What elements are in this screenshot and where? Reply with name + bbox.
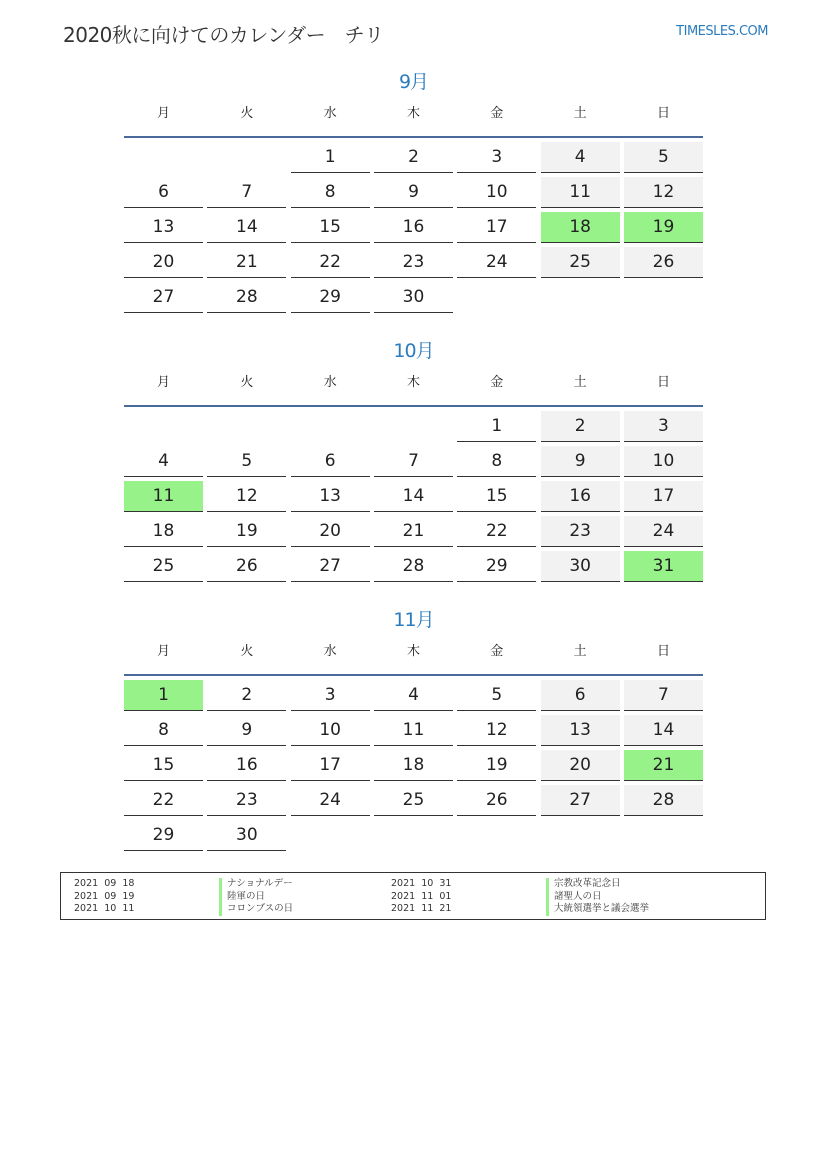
day-cell[interactable]: 30 <box>207 820 286 851</box>
weekday-label: 木 <box>406 375 420 390</box>
day-grid <box>124 680 703 851</box>
weekday-header <box>124 373 703 407</box>
day-cell[interactable]: 6 <box>124 177 203 208</box>
holiday-date: 2021 10 31 <box>391 878 452 889</box>
day-cell[interactable]: 9 <box>374 177 453 208</box>
holiday-name: 宗教改革記念日 <box>546 878 649 891</box>
weekday-header <box>124 642 703 676</box>
holiday-list <box>60 872 766 920</box>
holiday-name: 陸軍の日 <box>219 891 293 904</box>
day-cell[interactable]: 28 <box>207 282 286 313</box>
day-cell[interactable]: 29 <box>291 282 370 313</box>
day-cell[interactable]: 10 <box>624 446 703 477</box>
weekday-label: 日 <box>656 106 670 121</box>
holiday-day-cell[interactable]: 18 <box>541 212 620 243</box>
weekday-label: 土 <box>573 106 587 121</box>
day-cell[interactable]: 19 <box>457 750 536 781</box>
site-link[interactable]: TIMESLES.COM <box>676 24 768 39</box>
day-cell[interactable]: 23 <box>374 247 453 278</box>
day-cell[interactable]: 29 <box>457 551 536 582</box>
holiday-dates-col-2 <box>391 878 451 916</box>
empty-day-cell <box>124 142 203 173</box>
day-cell[interactable]: 25 <box>124 551 203 582</box>
empty-day-cell <box>207 411 286 442</box>
day-cell[interactable]: 10 <box>457 177 536 208</box>
day-cell[interactable]: 4 <box>124 446 203 477</box>
day-cell[interactable]: 28 <box>624 785 703 816</box>
day-cell[interactable]: 26 <box>207 551 286 582</box>
day-cell[interactable]: 4 <box>374 680 453 711</box>
weekday-label: 水 <box>323 644 337 659</box>
holiday-date: 2021 09 18 <box>74 878 135 889</box>
day-cell[interactable]: 15 <box>124 750 203 781</box>
day-cell[interactable]: 17 <box>291 750 370 781</box>
day-cell[interactable]: 7 <box>207 177 286 208</box>
day-cell[interactable]: 15 <box>457 481 536 512</box>
month-title: 11月 <box>393 609 434 631</box>
day-cell[interactable]: 16 <box>374 212 453 243</box>
empty-day-cell <box>207 142 286 173</box>
day-cell[interactable]: 24 <box>457 247 536 278</box>
day-cell[interactable]: 8 <box>457 446 536 477</box>
day-cell[interactable]: 14 <box>207 212 286 243</box>
day-cell[interactable]: 1 <box>457 411 536 442</box>
holiday-date: 2021 11 21 <box>391 903 452 914</box>
day-cell[interactable]: 23 <box>207 785 286 816</box>
empty-day-cell <box>291 411 370 442</box>
day-cell[interactable]: 16 <box>541 481 620 512</box>
day-cell[interactable]: 27 <box>541 785 620 816</box>
weekday-header <box>124 104 703 138</box>
day-cell[interactable]: 9 <box>541 446 620 477</box>
month-title: 10月 <box>393 340 434 362</box>
day-cell[interactable]: 7 <box>374 446 453 477</box>
month-block <box>124 337 703 582</box>
day-cell[interactable]: 11 <box>541 177 620 208</box>
month-block <box>124 68 703 313</box>
weekday-label: 火 <box>240 644 254 659</box>
day-cell[interactable]: 30 <box>374 282 453 313</box>
weekday-label: 金 <box>490 106 504 121</box>
day-cell[interactable]: 28 <box>374 551 453 582</box>
day-cell[interactable]: 30 <box>541 551 620 582</box>
day-cell[interactable]: 24 <box>291 785 370 816</box>
day-cell[interactable]: 3 <box>624 411 703 442</box>
day-cell[interactable]: 6 <box>291 446 370 477</box>
holiday-date: 2021 11 01 <box>391 890 452 902</box>
day-cell[interactable]: 22 <box>291 247 370 278</box>
weekday-label: 日 <box>656 644 670 659</box>
day-cell[interactable]: 29 <box>124 820 203 851</box>
day-cell[interactable]: 13 <box>291 481 370 512</box>
day-cell[interactable]: 2 <box>207 680 286 711</box>
day-cell[interactable]: 21 <box>374 516 453 547</box>
day-cell[interactable]: 8 <box>291 177 370 208</box>
day-cell[interactable]: 9 <box>207 715 286 746</box>
day-cell[interactable]: 20 <box>541 750 620 781</box>
day-cell[interactable]: 21 <box>207 247 286 278</box>
weekday-label: 火 <box>240 106 254 121</box>
day-cell[interactable]: 2 <box>541 411 620 442</box>
weekday-label: 木 <box>406 106 420 121</box>
day-cell[interactable]: 15 <box>291 212 370 243</box>
weekday-label: 水 <box>323 375 337 390</box>
day-cell[interactable]: 5 <box>207 446 286 477</box>
day-cell[interactable]: 8 <box>124 715 203 746</box>
day-cell[interactable]: 19 <box>207 516 286 547</box>
day-cell[interactable]: 6 <box>541 680 620 711</box>
day-cell[interactable]: 18 <box>374 750 453 781</box>
month-block <box>124 606 703 851</box>
weekday-label: 木 <box>406 644 420 659</box>
day-cell[interactable]: 2 <box>374 142 453 173</box>
holiday-names-col-2 <box>546 878 649 916</box>
empty-day-cell <box>374 411 453 442</box>
holiday-name: コロンブスの日 <box>219 903 293 916</box>
day-cell[interactable]: 17 <box>457 212 536 243</box>
day-cell[interactable]: 23 <box>541 516 620 547</box>
holiday-day-cell[interactable]: 21 <box>624 750 703 781</box>
day-cell[interactable]: 12 <box>207 481 286 512</box>
weekday-label: 土 <box>573 375 587 390</box>
day-cell[interactable]: 16 <box>207 750 286 781</box>
weekday-label: 水 <box>323 106 337 121</box>
weekday-label: 月 <box>156 644 170 659</box>
holiday-name: ナショナルデー <box>219 878 293 891</box>
holiday-day-cell[interactable]: 1 <box>124 680 203 711</box>
holiday-names-col-1 <box>219 878 293 916</box>
day-cell[interactable]: 27 <box>124 282 203 313</box>
day-cell[interactable]: 5 <box>457 680 536 711</box>
day-cell[interactable]: 5 <box>624 142 703 173</box>
day-cell[interactable]: 14 <box>374 481 453 512</box>
day-cell[interactable]: 24 <box>624 516 703 547</box>
holiday-date: 2021 09 19 <box>74 890 135 902</box>
holiday-name: 諸聖人の日 <box>546 891 649 904</box>
day-cell[interactable]: 20 <box>124 247 203 278</box>
day-cell[interactable]: 25 <box>374 785 453 816</box>
empty-day-cell <box>124 411 203 442</box>
holiday-day-cell[interactable]: 19 <box>624 212 703 243</box>
weekday-label: 金 <box>490 375 504 390</box>
holiday-day-cell[interactable]: 11 <box>124 481 203 512</box>
day-cell[interactable]: 26 <box>457 785 536 816</box>
day-cell[interactable]: 7 <box>624 680 703 711</box>
day-cell[interactable]: 20 <box>291 516 370 547</box>
weekday-label: 日 <box>656 375 670 390</box>
day-cell[interactable]: 22 <box>457 516 536 547</box>
weekday-label: 火 <box>240 375 254 390</box>
day-cell[interactable]: 13 <box>541 715 620 746</box>
day-cell[interactable]: 22 <box>124 785 203 816</box>
day-cell[interactable]: 12 <box>457 715 536 746</box>
day-cell[interactable]: 4 <box>541 142 620 173</box>
holiday-date: 2021 10 11 <box>74 903 135 914</box>
day-cell[interactable]: 11 <box>374 715 453 746</box>
day-cell[interactable]: 25 <box>541 247 620 278</box>
day-grid <box>124 411 703 582</box>
day-cell[interactable]: 18 <box>124 516 203 547</box>
day-cell[interactable]: 27 <box>291 551 370 582</box>
weekday-label: 月 <box>156 375 170 390</box>
day-grid <box>124 142 703 313</box>
weekday-label: 月 <box>156 106 170 121</box>
day-cell[interactable]: 3 <box>457 142 536 173</box>
day-cell[interactable]: 3 <box>291 680 370 711</box>
day-cell[interactable]: 13 <box>124 212 203 243</box>
day-cell[interactable]: 14 <box>624 715 703 746</box>
day-cell[interactable]: 26 <box>624 247 703 278</box>
holiday-day-cell[interactable]: 31 <box>624 551 703 582</box>
day-cell[interactable]: 12 <box>624 177 703 208</box>
day-cell[interactable]: 17 <box>624 481 703 512</box>
holiday-name: 大統領選挙と議会選挙 <box>546 903 649 916</box>
day-cell[interactable]: 1 <box>291 142 370 173</box>
weekday-label: 土 <box>573 644 587 659</box>
holiday-dates-col-1 <box>74 878 134 916</box>
day-cell[interactable]: 10 <box>291 715 370 746</box>
weekday-label: 金 <box>490 644 504 659</box>
month-title: 9月 <box>398 71 429 93</box>
page-title: 2020秋に向けてのカレンダー チリ <box>63 23 384 47</box>
